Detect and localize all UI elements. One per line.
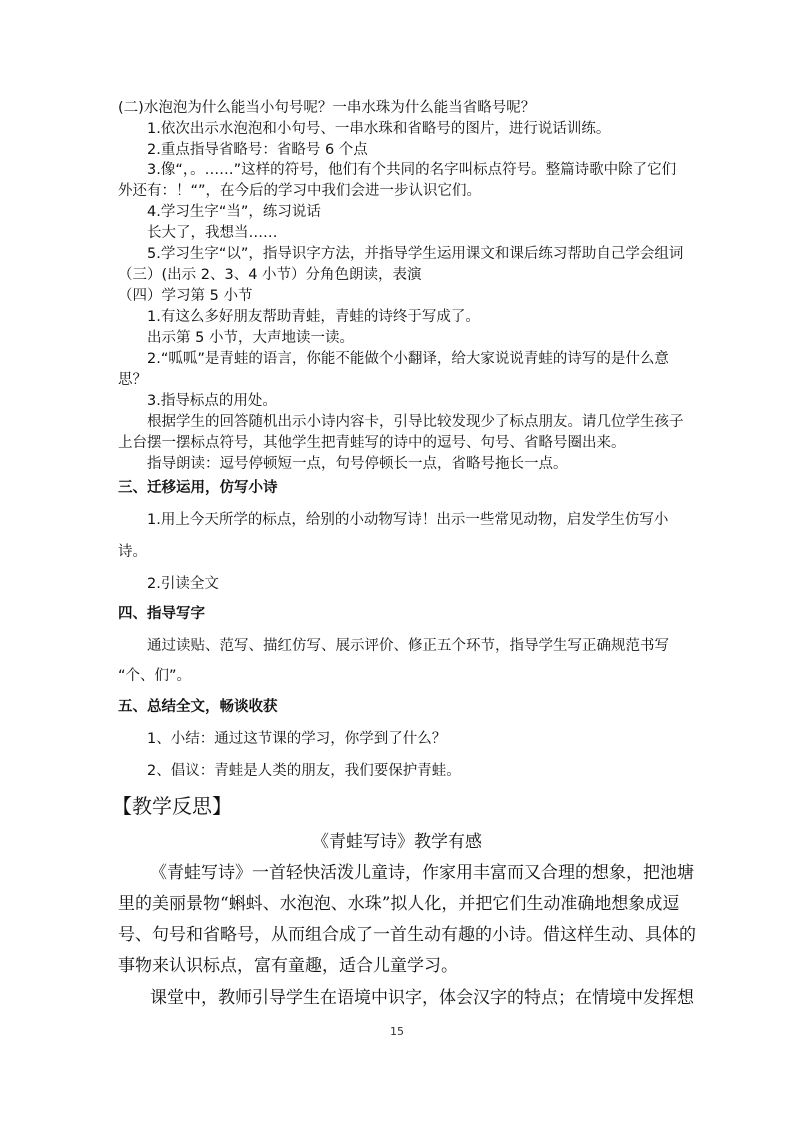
subsection-heading: （三）(出示 2、3、4 小节）分角色朗读，表演 [118,267,422,283]
paragraph-line: 2.“呱呱”是青蛙的语言，你能不能做个小翻译，给大家说说青蛙的诗写的是什么意 [147,351,669,367]
page-number: 15 [390,1025,404,1038]
essay-line: 《青蛙写诗》一首轻快活泼儿童诗，作家用丰富而又合理的想象，把池塘 [150,863,694,883]
essay-line: 事物来认识标点，富有童趣，适合儿童学习。 [118,956,458,976]
paragraph-line: 3.指导标点的用处。 [147,393,277,409]
paragraph-line: 1.有这么多好朋友帮助青蛙，青蛙的诗终于写成了。 [147,309,480,325]
paragraph-line: “个、们”。 [118,668,192,684]
paragraph-line: 上台摆一摆标点符号，其他学生把青蛙写的诗中的逗号、句号、省略号圈出来。 [118,435,626,451]
essay-line: 课堂中，教师引导学生在语境中识字，体会汉字的特点；在情境中发挥想 [150,988,694,1008]
paragraph-line: 思？ [118,372,147,388]
paragraph-line: 长大了，我想当…… [147,225,278,241]
paragraph-line: 2.引读全文 [147,576,219,592]
paragraph-line: 指导朗读：逗号停顿短一点，句号停顿长一点，省略号拖长一点。 [147,456,568,472]
section-heading: 五、总结全文，畅谈收获 [118,699,278,715]
paragraph-line: 1.用上今天所学的标点，给别的小动物写诗！出示一些常见动物，启发学生仿写小 [147,512,669,528]
paragraph-line: 诗。 [118,544,147,560]
essay-line: 号、句号和省略号，从而组合成了一首生动有趣的小诗。借这样生动、具体的 [118,925,696,945]
paragraph-line: 3.像“，。……”这样的符号，他们有个共同的名字叫标点符号。整篇诗歌中除了它们 [147,162,677,178]
section-heading: 三、迁移运用，仿写小诗 [118,480,278,496]
section-heading: 四、指导写字 [118,606,205,622]
paragraph-line: 2、倡议：青蛙是人类的朋友，我们要保护青蛙。 [147,763,461,779]
subsection-heading: (二)水泡泡为什么能当小句号呢？一串水珠为什么能当省略号呢？ [118,100,536,116]
paragraph-line: 5.学习生字“以”，指导识字方法，并指导学生运用课文和课后练习帮助自己学会组词 [147,246,684,262]
paragraph-line: 出示第 5 小节，大声地读一读。 [147,330,354,346]
essay-line: 里的美丽景物“蝌蚪、水泡泡、水珠”拟人化，并把它们生动准确地想象成逗 [118,894,680,914]
paragraph-line: 通过读贴、范写、描红仿写、展示评价、修正五个环节，指导学生写正确规范书写 [147,638,669,654]
subsection-heading: （四）学习第 5 小节 [118,288,253,304]
paragraph-line: 2.重点指导省略号：省略号 6 个点 [147,142,368,158]
paragraph-line: 1、小结：通过这节课的学习，你学到了什么？ [147,731,447,747]
essay-title: 《青蛙写诗》教学有感 [312,832,482,852]
paragraph-line: 4.学习生字“当”，练习说话 [147,204,321,220]
paragraph-line: 根据学生的回答随机出示小诗内容卡，引导比较发现少了标点朋友。请几位学生孩子 [147,414,684,430]
paragraph-line: 1.依次出示水泡泡和小句号、一串水珠和省略号的图片，进行说话训练。 [147,121,611,137]
reflection-heading: 【教学反思】 [112,794,232,818]
paragraph-line: 外还有：！“”，在今后的学习中我们会进一步认识它们。 [118,183,482,199]
